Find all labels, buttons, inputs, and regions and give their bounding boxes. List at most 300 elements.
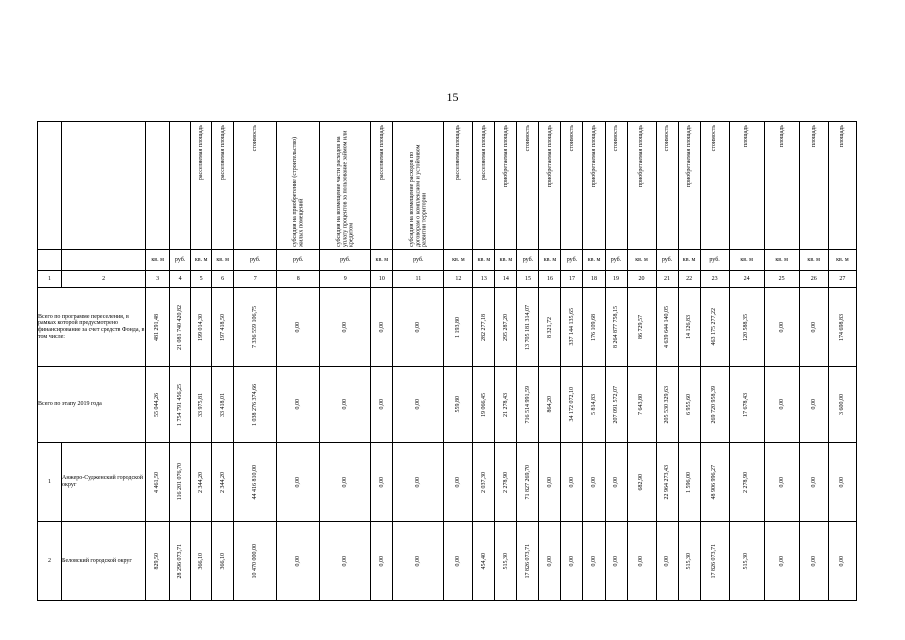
column-header <box>170 122 191 250</box>
cell-value: 0,00 <box>612 555 619 567</box>
table-cell <box>729 443 764 522</box>
cell-value: 5 814,83 <box>590 394 597 415</box>
cell-value: 0,00 <box>342 476 349 488</box>
unit-cell: руб. <box>517 250 539 271</box>
cell-value: 0,00 <box>810 321 817 333</box>
unit-cell: кв. м <box>473 250 495 271</box>
column-number: 22 <box>678 271 700 288</box>
table-cell <box>605 443 627 522</box>
column-number: 8 <box>277 271 320 288</box>
column-header <box>517 122 539 250</box>
table-cell <box>444 367 473 443</box>
table-cell <box>729 522 764 601</box>
column-header <box>605 122 627 250</box>
cell-value: 0,00 <box>778 321 785 333</box>
cell-value: 366,10 <box>219 552 226 570</box>
table-cell <box>583 443 605 522</box>
cell-value: 0,00 <box>638 555 645 567</box>
table-cell <box>605 522 627 601</box>
column-number: 12 <box>444 271 473 288</box>
table-cell <box>320 367 371 443</box>
table-cell <box>170 443 191 522</box>
unit-cell: кв. м <box>212 250 234 271</box>
row-index: 1 <box>38 443 62 522</box>
table-cell <box>678 522 700 601</box>
column-header-text: площадь <box>810 125 817 148</box>
cell-value: 1 754 791 456,25 <box>176 383 183 426</box>
unit-cell: руб. <box>605 250 627 271</box>
table-cell <box>627 522 656 601</box>
table-cell <box>234 522 277 601</box>
cell-value: 0,00 <box>839 555 846 567</box>
cell-value: 21 278,43 <box>502 392 509 417</box>
cell-value: 17 826 073,71 <box>711 543 718 579</box>
cell-value: 0,00 <box>342 399 349 410</box>
column-number: 24 <box>729 271 764 288</box>
table-cell <box>678 443 700 522</box>
cell-value: 515,30 <box>743 552 750 570</box>
unit-cell: руб. <box>393 250 444 271</box>
column-header <box>234 122 277 250</box>
cell-value: 0,00 <box>568 555 575 567</box>
cell-value: 2 344,20 <box>198 471 204 493</box>
table-cell <box>678 367 700 443</box>
column-header-text: субсидия на возмещение расходов по договорам о комплексном и устойчивом развитии территории <box>408 144 428 247</box>
table-cell <box>444 443 473 522</box>
cell-value: 48 906 996,27 <box>711 464 718 500</box>
column-header-text: приобретаемая площадь <box>546 125 553 188</box>
cell-value: 0,00 <box>546 476 553 488</box>
table-cell <box>277 288 320 367</box>
column-header <box>320 122 371 250</box>
table-cell <box>277 522 320 601</box>
column-header-text: расселяемая площадь <box>480 125 487 181</box>
cell-value: 0,00 <box>295 399 302 410</box>
unit-cell: руб. <box>277 250 320 271</box>
column-number: 18 <box>583 271 605 288</box>
cell-value: 14 126,83 <box>685 315 692 339</box>
cell-value: 2 278,90 <box>743 471 750 493</box>
table-cell <box>473 367 495 443</box>
table-cell <box>539 288 561 367</box>
column-header-text: площадь <box>778 125 785 148</box>
cell-value: 0,00 <box>378 555 385 567</box>
cell-value: 17 826 073,71 <box>524 543 531 579</box>
cell-value: 0,00 <box>810 399 817 410</box>
cell-value: 481 291,48 <box>154 313 161 341</box>
cell-value: 0,00 <box>378 476 385 488</box>
table-cell <box>517 367 539 443</box>
table-cell <box>561 522 583 601</box>
unit-cell: кв. м <box>799 250 828 271</box>
unit-cell: кв. м <box>583 250 605 271</box>
cell-value: 864,20 <box>546 396 553 413</box>
cell-value: 515,30 <box>685 552 692 570</box>
column-header <box>62 122 146 250</box>
table-cell <box>656 522 678 601</box>
table-cell <box>191 288 212 367</box>
table-cell <box>700 288 729 367</box>
column-header <box>729 122 764 250</box>
cell-value: 7 336 559 106,75 <box>252 306 259 348</box>
table-cell <box>627 288 656 367</box>
unit-cell: кв. м <box>495 250 517 271</box>
table-cell <box>700 443 729 522</box>
unit-cell: кв. м <box>539 250 561 271</box>
column-header <box>277 122 320 250</box>
table-cell <box>627 367 656 443</box>
column-header-text: приобретаемая площадь <box>502 125 509 188</box>
unit-cell: руб. <box>561 250 583 271</box>
cell-value: 463 175 277,22 <box>711 308 718 346</box>
table-cell <box>729 367 764 443</box>
program-table <box>37 121 857 601</box>
table-cell <box>627 443 656 522</box>
cell-value: 0,00 <box>612 476 619 488</box>
table-cell <box>799 522 828 601</box>
table-cell <box>320 443 371 522</box>
table-cell <box>517 288 539 367</box>
cell-value: 0,00 <box>455 476 462 488</box>
unit-cell: руб. <box>320 250 371 271</box>
table-cell <box>191 443 212 522</box>
cell-value: 199 014,30 <box>198 313 204 341</box>
cell-value: 33 975,81 <box>198 392 204 417</box>
unit-cell: кв. м <box>627 250 656 271</box>
cell-value: 3 600,00 <box>839 394 846 415</box>
cell-value: 2 344,20 <box>219 471 226 493</box>
column-header-text: стоимость <box>612 125 619 152</box>
column-number: 1 <box>38 271 62 288</box>
column-number: 23 <box>700 271 729 288</box>
row-label: Всего по программе переселения, в рамках которой предусмотрено финансирование за счет средств Фонда, в том числе: <box>38 288 146 367</box>
table-cell <box>371 522 393 601</box>
table-cell <box>539 443 561 522</box>
cell-value: 0,00 <box>568 476 575 488</box>
column-number: 16 <box>539 271 561 288</box>
table-cell <box>371 367 393 443</box>
cell-value: 0,00 <box>378 399 385 410</box>
table-cell <box>583 288 605 367</box>
column-header <box>212 122 234 250</box>
column-header <box>764 122 799 250</box>
cell-value: 86 729,57 <box>638 315 645 339</box>
cell-value: 55 044,26 <box>154 392 161 417</box>
unit-cell: кв. м <box>729 250 764 271</box>
table-cell <box>561 288 583 367</box>
column-header-text: стоимость <box>663 125 670 152</box>
cell-value: 0,00 <box>295 555 302 567</box>
table-cell <box>799 288 828 367</box>
column-number: 3 <box>146 271 170 288</box>
table-cell <box>561 367 583 443</box>
table-cell <box>170 522 191 601</box>
table-cell <box>764 367 799 443</box>
table-cell <box>212 367 234 443</box>
unit-cell: кв. м <box>764 250 799 271</box>
column-number: 19 <box>605 271 627 288</box>
table-cell <box>678 288 700 367</box>
table-cell <box>320 522 371 601</box>
table-cell <box>583 522 605 601</box>
cell-value: 0,00 <box>810 555 817 567</box>
column-header-text: расселяемая площадь <box>219 125 226 181</box>
column-header <box>393 122 444 250</box>
table-cell <box>146 522 170 601</box>
column-header <box>678 122 700 250</box>
table-cell <box>517 443 539 522</box>
page-number: 15 <box>446 90 459 104</box>
column-header-text: стоимость <box>711 125 718 152</box>
column-number: 13 <box>473 271 495 288</box>
cell-value: 13 705 181 314,07 <box>524 304 531 350</box>
column-header <box>828 122 856 250</box>
cell-value: 19 066,45 <box>480 392 487 417</box>
column-header <box>146 122 170 250</box>
unit-cell: руб. <box>700 250 729 271</box>
column-header-text: расселяемая площадь <box>378 125 385 181</box>
unit-cell: кв. м <box>678 250 700 271</box>
column-header <box>191 122 212 250</box>
cell-value: 0,00 <box>663 555 670 567</box>
cell-value: 269 720 958,39 <box>711 385 718 424</box>
cell-value: 197 418,50 <box>219 313 226 341</box>
cell-value: 0,00 <box>839 476 846 488</box>
cell-value: 282 277,18 <box>480 313 487 341</box>
column-header-text: приобретаемая площадь <box>638 125 645 188</box>
cell-value: 0,00 <box>810 476 817 488</box>
column-header-text: стоимость <box>252 125 259 152</box>
table-cell <box>561 443 583 522</box>
unit-cell: кв. м <box>828 250 856 271</box>
column-header <box>473 122 495 250</box>
table-row <box>38 367 857 443</box>
cell-value: 716 514 991,59 <box>524 385 531 424</box>
table-cell <box>146 443 170 522</box>
column-header <box>495 122 517 250</box>
column-header <box>799 122 828 250</box>
table-cell <box>277 443 320 522</box>
table-cell <box>605 367 627 443</box>
cell-value: 515,30 <box>502 552 509 570</box>
column-header-text: приобретаемая площадь <box>685 125 692 188</box>
table-cell <box>605 288 627 367</box>
column-header-text: приобретаемая площадь <box>590 125 597 188</box>
cell-value: 4 461,50 <box>154 471 161 493</box>
column-header-text: расселяемая площадь <box>198 125 204 181</box>
column-number: 25 <box>764 271 799 288</box>
column-header <box>583 122 605 250</box>
column-number: 6 <box>212 271 234 288</box>
cell-value: 0,00 <box>295 476 302 488</box>
column-header <box>38 122 62 250</box>
table-cell <box>444 522 473 601</box>
column-header-text: стоимость <box>568 125 575 152</box>
cell-value: 1 038 276 374,66 <box>252 383 259 426</box>
cell-value: 21 081 740 420,82 <box>176 304 183 350</box>
column-header-text: расселяемая площадь <box>455 125 462 181</box>
table-cell <box>828 443 856 522</box>
table-cell <box>656 367 678 443</box>
table-header-row <box>38 122 857 250</box>
cell-value: 0,00 <box>295 321 302 333</box>
cell-value: 176 109,68 <box>590 313 597 341</box>
table-cell <box>539 522 561 601</box>
table-row <box>38 443 857 522</box>
cell-value: 366,10 <box>198 552 204 570</box>
column-number: 9 <box>320 271 371 288</box>
cell-value: 7 643,80 <box>638 394 645 415</box>
unit-cell: руб. <box>170 250 191 271</box>
table-cell <box>234 288 277 367</box>
table-cell <box>170 288 191 367</box>
table-row <box>38 288 857 367</box>
table-cell <box>799 443 828 522</box>
column-header-text: субсидия на возмещение части расходов на уплату процентов за пользование займом или кредитом <box>335 130 355 247</box>
column-number: 15 <box>517 271 539 288</box>
column-header <box>561 122 583 250</box>
cell-value: 22 964 273,43 <box>663 464 670 500</box>
table-cell <box>473 522 495 601</box>
table-cell <box>146 288 170 367</box>
column-number: 2 <box>62 271 146 288</box>
table-cell <box>700 522 729 601</box>
cell-value: 1 193,80 <box>455 316 462 338</box>
column-header-text: стоимость <box>524 125 531 152</box>
unit-cell: кв. м <box>191 250 212 271</box>
column-number: 26 <box>799 271 828 288</box>
table-cell <box>764 522 799 601</box>
column-header <box>371 122 393 250</box>
table-cell <box>170 367 191 443</box>
cell-value: 682,90 <box>638 473 645 491</box>
column-header-text: площадь <box>743 125 750 148</box>
cell-value: 0,00 <box>590 555 597 567</box>
cell-value: 0,00 <box>455 555 462 567</box>
column-number: 10 <box>371 271 393 288</box>
column-header <box>444 122 473 250</box>
cell-value: 1 596,00 <box>685 471 692 493</box>
table-cell <box>828 367 856 443</box>
table-cell <box>495 367 517 443</box>
cell-value: 829,50 <box>154 552 161 570</box>
unit-cell: руб. <box>234 250 277 271</box>
cell-value: 71 827 269,70 <box>524 464 531 500</box>
cell-value: 116 201 076,70 <box>176 463 183 501</box>
cell-value: 10 470 000,00 <box>252 543 259 579</box>
cell-value: 8 264 877 758,15 <box>612 306 619 348</box>
table-cell <box>234 367 277 443</box>
column-number: 11 <box>393 271 444 288</box>
unit-cell <box>38 250 62 271</box>
table-cell <box>495 443 517 522</box>
column-number: 17 <box>561 271 583 288</box>
table-cell <box>495 522 517 601</box>
table-cell <box>444 288 473 367</box>
table-cell <box>371 288 393 367</box>
column-number: 14 <box>495 271 517 288</box>
column-number: 21 <box>656 271 678 288</box>
table-cell <box>212 288 234 367</box>
column-header <box>539 122 561 250</box>
unit-cell <box>62 250 146 271</box>
cell-value: 205 530 329,63 <box>663 385 670 424</box>
unit-cell: руб. <box>656 250 678 271</box>
column-number: 7 <box>234 271 277 288</box>
column-number: 20 <box>627 271 656 288</box>
table-cell <box>393 443 444 522</box>
row-index: 2 <box>38 522 62 601</box>
cell-value: 2 037,30 <box>480 471 487 493</box>
cell-value: 207 091 572,07 <box>612 385 619 424</box>
unit-cell: кв. м <box>444 250 473 271</box>
table-cell <box>656 443 678 522</box>
column-number: 5 <box>191 271 212 288</box>
cell-value: 120 588,35 <box>743 313 750 341</box>
cell-value: 28 296 073,71 <box>176 543 183 579</box>
unit-cell: кв. м <box>371 250 393 271</box>
table-cell <box>799 367 828 443</box>
row-label: Беловский городской округ <box>62 522 146 601</box>
cell-value: 0,00 <box>342 321 349 333</box>
cell-value: 0,00 <box>415 321 422 333</box>
table-cell <box>393 367 444 443</box>
cell-value: 34 172 072,10 <box>568 387 575 422</box>
cell-value: 17 678,43 <box>743 392 750 417</box>
cell-value: 0,00 <box>342 555 349 567</box>
cell-value: 0,00 <box>415 399 422 410</box>
cell-value: 454,40 <box>480 552 487 570</box>
row-label: Анжеро-Судженский городской округ <box>62 443 146 522</box>
cell-value: 0,00 <box>546 555 553 567</box>
table-cell <box>393 522 444 601</box>
column-number: 4 <box>170 271 191 288</box>
table-cell <box>393 288 444 367</box>
table-cell <box>700 367 729 443</box>
table-cell <box>473 288 495 367</box>
table-cell <box>234 443 277 522</box>
table-cell <box>583 367 605 443</box>
column-header-text: субсидия на приобретение (строительство) жилых помещений <box>291 137 305 247</box>
units-row <box>38 250 857 271</box>
table-cell <box>656 288 678 367</box>
table-row <box>38 522 857 601</box>
row-label: Всего по этапу 2019 года <box>38 367 146 443</box>
column-number-row <box>38 271 857 288</box>
table-cell <box>495 288 517 367</box>
cell-value: 8 321,72 <box>546 316 553 338</box>
column-header <box>627 122 656 250</box>
table-cell <box>212 522 234 601</box>
table-cell <box>517 522 539 601</box>
table-cell <box>729 288 764 367</box>
table-cell <box>473 443 495 522</box>
column-number: 27 <box>828 271 856 288</box>
table-cell <box>828 522 856 601</box>
table-cell <box>191 367 212 443</box>
cell-value: 6 955,60 <box>685 394 692 415</box>
table-cell <box>828 288 856 367</box>
table-cell <box>320 288 371 367</box>
column-header-text: площадь <box>839 125 846 148</box>
table-cell <box>764 288 799 367</box>
cell-value: 2 278,90 <box>502 471 509 493</box>
cell-value: 0,00 <box>415 476 422 488</box>
cell-value: 0,00 <box>590 476 597 488</box>
table-cell <box>146 367 170 443</box>
cell-value: 0,00 <box>778 555 785 567</box>
column-header <box>656 122 678 250</box>
